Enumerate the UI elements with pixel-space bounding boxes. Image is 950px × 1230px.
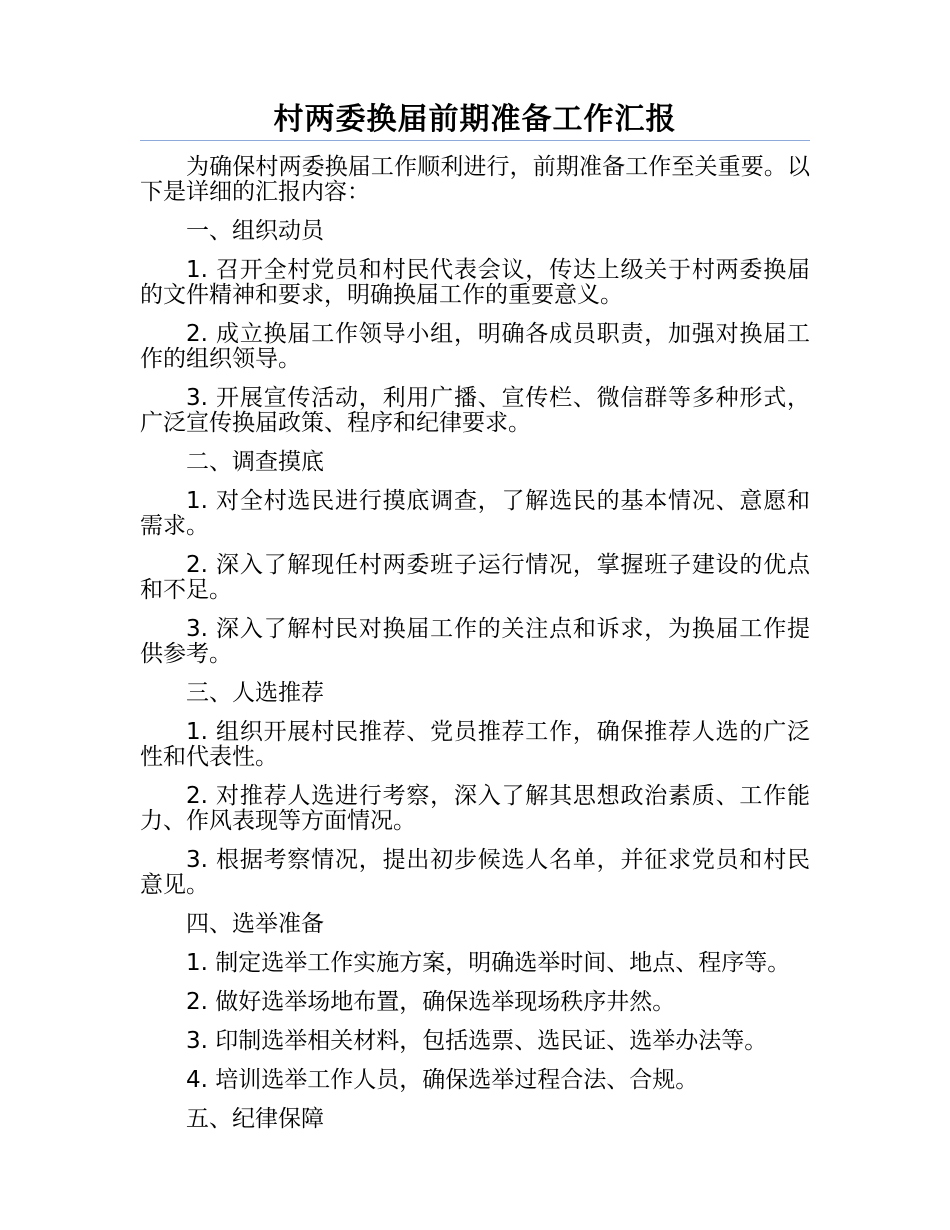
list-item: 2. 深入了解现任村两委班子运行情况，掌握班子建设的优点和不足。: [140, 552, 810, 603]
list-item: 1. 召开全村党员和村民代表会议，传达上级关于村两委换届的文件精神和要求，明确换届工作的重要意义。: [140, 257, 810, 308]
list-item: 3. 根据考察情况，提出初步候选人名单，并征求党员和村民意见。: [140, 847, 810, 898]
section-survey: [140, 450, 810, 667]
list-item: 2. 对推荐人选进行考察，深入了解其思想政治素质、工作能力、作风表现等方面情况。: [140, 783, 810, 834]
document-page: [140, 100, 810, 1146]
section-heading: 四、选举准备: [186, 911, 324, 937]
title-underline: [140, 140, 810, 141]
list-item: 1. 组织开展村民推荐、党员推荐工作，确保推荐人选的广泛性和代表性。: [140, 719, 810, 770]
list-item: 1. 对全村选民进行摸底调查，了解选民的基本情况、意愿和需求。: [140, 488, 810, 539]
list-item: 2. 做好选举场地布置，确保选举现场秩序井然。: [186, 989, 676, 1015]
section-heading: 三、人选推荐: [186, 680, 324, 706]
list-item: 3. 开展宣传活动，利用广播、宣传栏、微信群等多种形式，广泛宣传换届政策、程序和纪律要求。: [140, 385, 810, 436]
list-item: 3. 深入了解村民对换届工作的关注点和诉求，为换届工作提供参考。: [140, 616, 810, 667]
section-candidate-recommendation: [140, 681, 810, 898]
document-title: 村两委换届前期准备工作汇报: [273, 102, 677, 137]
section-election-preparation: [140, 912, 810, 1093]
section-heading: 五、纪律保障: [186, 1106, 324, 1132]
list-item: 1. 制定选举工作实施方案，明确选举时间、地点、程序等。: [186, 950, 791, 976]
list-item: 3. 印制选举相关材料，包括选票、选民证、选举办法等。: [186, 1028, 768, 1054]
intro-paragraph: 为确保村两委换届工作顺利进行，前期准备工作至关重要。以下是详细的汇报内容：: [140, 154, 810, 205]
list-item: 2. 成立换届工作领导小组，明确各成员职责，加强对换届工作的组织领导。: [140, 321, 810, 372]
list-item: 4. 培训选举工作人员，确保选举过程合法、合规。: [186, 1067, 699, 1093]
section-organization: [140, 219, 810, 436]
section-discipline: [140, 1107, 810, 1132]
section-heading: 二、调查摸底: [186, 449, 324, 475]
section-heading: 一、组织动员: [186, 218, 324, 244]
